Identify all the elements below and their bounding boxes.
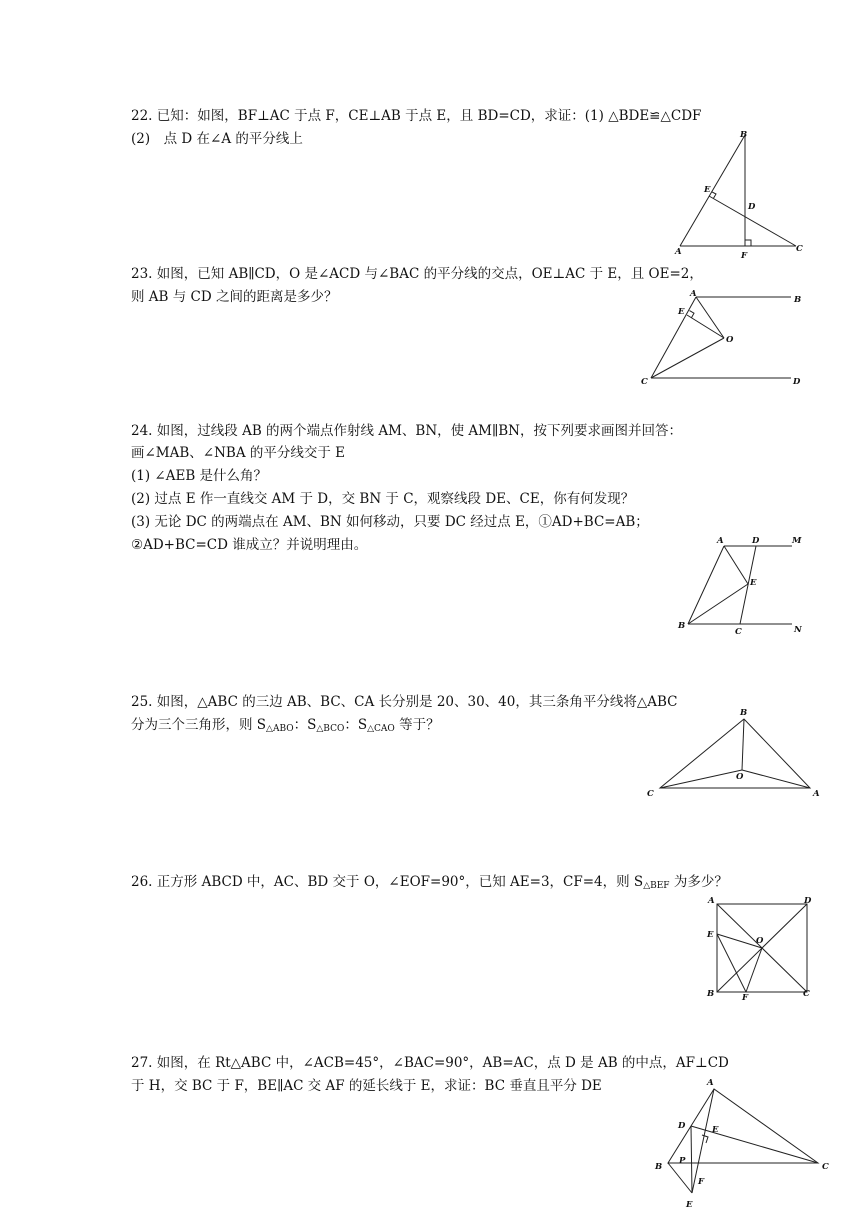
problem-27-number: 27. [131,1055,153,1071]
fig27-label-a: A [707,1078,714,1088]
fig24-label-e: E [750,578,757,588]
problem-24-number: 24. [131,423,153,439]
problem-25-line-2 [131,716,440,738]
problem-25-text-2: 分为三个三角形，则 S [131,717,267,733]
figure-25 [640,700,830,805]
problem-26-text-2: 为多少？ [669,874,728,890]
fig26-label-f: F [742,993,749,1003]
fig26-label-o: O [756,936,764,946]
problem-25-text-5: 等于？ [394,717,440,733]
problem-24-text-1: 如图，过线段 AB 的两个端点作射线 AM、BN，使 AM∥BN，按下列要求画图并回答： [156,423,682,439]
fig24-label-n: N [794,625,802,635]
fig27-label-b: B [655,1162,663,1172]
fig23-label-c: C [641,377,648,387]
fig23-label-a: A [690,289,697,299]
problem-23-line-1 [131,265,703,283]
fig26-label-b: B [707,989,715,999]
problem-25-line-1 [131,693,678,711]
fig27-label-c: C [822,1162,829,1172]
problem-25-sub-bco: △BCO [316,724,345,734]
fig24-label-m: M [792,536,802,546]
fig22-label-d: D [748,202,756,212]
problem-22-line-1 [131,107,701,125]
problem-27-text-2: 于 H，交 BC 于 F，BE∥AC 交 AF 的延长线于 E，求证：BC 垂直且平分 DE [131,1078,602,1094]
figure-23 [636,285,816,390]
figure-24 [672,530,812,640]
fig23-label-b: B [794,295,802,305]
fig25-label-a: A [813,789,820,799]
problem-22-line-2 [131,130,303,148]
problem-27-line-2 [131,1077,602,1095]
problem-24-text-3: (1) ∠AEB 是什么角？ [131,468,268,484]
fig25-label-c: C [647,789,654,799]
problem-25-sub-cao: △CAO [367,724,395,734]
figure-22 [670,125,810,260]
problem-24-line-2 [131,444,345,462]
fig22-label-c: C [796,244,803,254]
problem-22-text-2: (2) 点 D 在∠A 的平分线上 [131,131,303,147]
problem-23-text-2: 则 AB 与 CD 之间的距离是多少？ [131,289,338,305]
problem-24-text-5: (3) 无论 DC 的两端点在 AM、BN 如何移动，只要 DC 经过点 E，①AD+BC=AB； [131,514,649,530]
problem-25-number: 25. [131,694,153,710]
problem-24-line-6 [131,536,367,554]
fig26-label-d: D [804,896,812,906]
fig23-label-d: D [793,377,801,387]
fig27-label-f: F [698,1177,705,1187]
problem-25-text-3: ：S [293,717,317,733]
problem-24-line-3 [131,467,267,485]
fig24-label-a: A [717,536,724,546]
problem-22-number: 22. [131,108,153,124]
problem-25-sub-abo: △ABO [266,724,294,734]
problem-23-number: 23. [131,266,153,282]
fig26-label-a: A [708,896,715,906]
problem-24-line-1 [131,422,682,440]
fig27-label-p: P [679,1156,686,1166]
problem-25-text-1: 如图，△ABC 的三边 AB、BC、CA 长分别是 20、30、40，其三条角平分线将△ABC [156,694,678,710]
fig23-label-e: E [678,307,685,317]
fig24-label-c: C [735,627,742,637]
problem-26-number: 26. [131,874,153,890]
problem-26-text-1: 正方形 ABCD 中，AC、BD 交于 O，∠EOF=90°，已知 AE=3，CF=4，则 S [156,874,644,890]
fig24-label-d: D [752,536,760,546]
fig25-label-o: O [736,772,744,782]
problem-24-line-4 [131,490,634,508]
fig27-label-d: D [678,1121,686,1131]
problem-27-line-1 [131,1054,729,1072]
fig23-label-o: O [726,335,734,345]
problem-24-line-5 [131,513,649,531]
problem-24-text-4: (2) 过点 E 作一直线交 AM 于 D，交 BN 于 C，观察线段 DE、CE，你有何发现？ [131,491,635,507]
fig27-label-e: E [712,1125,719,1135]
fig26-label-c: C [803,989,810,999]
fig22-label-a: A [675,247,682,257]
problem-22-text-1: 已知：如图，BF⊥AC 于点 F，CE⊥AB 于点 E，且 BD=CD，求证：(1) △BDE≌△CDF [156,108,702,124]
fig25-label-b: B [740,708,748,718]
problem-23-line-2 [131,288,338,306]
problem-27-text-1: 如图，在 Rt△ABC 中，∠ACB=45°，∠BAC=90°，AB=AC，点 D 是 AB 的中点，AF⊥CD [156,1055,729,1071]
figure-27 [650,1075,840,1215]
problem-26-sub-bef: △BEF [643,881,670,891]
problem-23-text-1: 如图，已知 AB∥CD，O 是∠ACD 与∠BAC 的平分线的交点，OE⊥AC 于 E，且 OE=2， [156,266,703,282]
fig24-label-b: B [678,621,686,631]
fig27-label-e2: E [686,1200,693,1210]
fig26-label-e: E [707,930,714,940]
figure-26 [700,892,820,1002]
problem-24-text-2: 画∠MAB、∠NBA 的平分线交于 E [131,445,346,461]
problem-24-text-6: ②AD+BC=CD 谁成立？并说明理由。 [131,537,368,553]
fig22-label-b: B [740,130,748,140]
problem-26-line-1 [131,873,728,895]
fig22-label-f: F [741,251,748,261]
problem-25-text-4: ：S [344,717,368,733]
fig22-label-e: E [704,185,711,195]
